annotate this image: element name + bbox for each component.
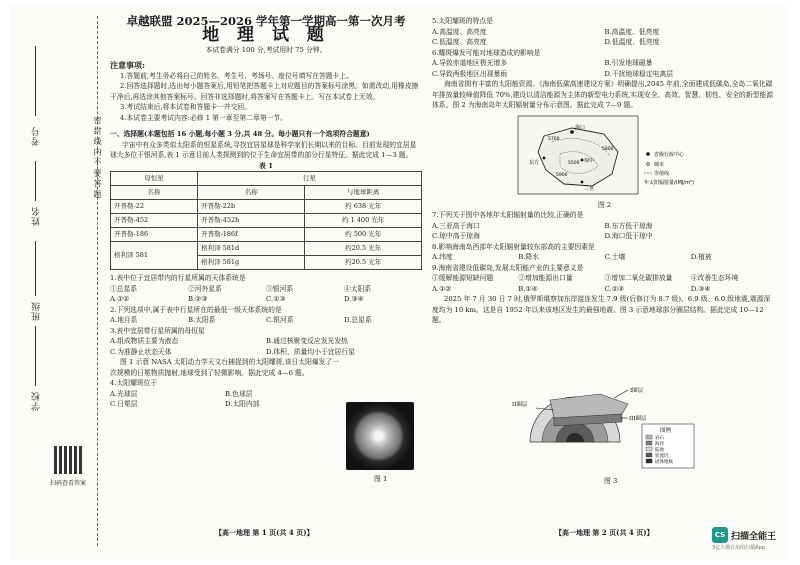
choice: A.纬度 bbox=[432, 253, 453, 261]
option: ①缓解能源短缺问题 bbox=[432, 274, 494, 282]
legend-swatch bbox=[646, 453, 652, 457]
table-row bbox=[111, 242, 422, 256]
figure-1-solar-flare-image bbox=[346, 402, 414, 470]
legend-swatch bbox=[646, 459, 652, 463]
legend-item: 软流层 bbox=[655, 454, 669, 459]
page-1-footer: 【高一地理 第 1 页(共 4 页)】 bbox=[215, 528, 314, 537]
table-header-star: 母恒星 bbox=[111, 172, 198, 186]
notes-heading: 注意事项: bbox=[110, 59, 145, 70]
choice: B.②③ bbox=[188, 295, 208, 303]
table-cell: 开普勒-452 bbox=[111, 214, 198, 228]
question-6: 6.耀斑爆发可能对地球造成的影响是 bbox=[432, 48, 541, 57]
legend-title: 图例 bbox=[660, 428, 672, 434]
watermark-brand: 扫描全能王 bbox=[731, 531, 777, 542]
q1-choices bbox=[110, 294, 422, 305]
legend-item: 海洋 bbox=[655, 442, 664, 447]
choice: D.干扰地球稳定电离层 bbox=[604, 69, 674, 78]
option: ①总星系 bbox=[110, 284, 138, 293]
q5-choices bbox=[432, 37, 777, 48]
note-item: 2.回答选择题时,选出每小题答案后,用铅笔把答题卡上对应题目的答案标号涂黑。如需改动,用橡皮擦干净后,再选涂其他答案标号。回答非选择题时,将答案写在答题卡上。写在本试卷上无效。 bbox=[110, 82, 419, 101]
question-8: 8.影响海南岛西部年太阳辐射量较东部高的主要因素是 bbox=[432, 242, 595, 251]
page-2-footer: 【高一地理 第 2 页(共 4 页)】 bbox=[555, 528, 654, 537]
table-cell: 开普勒-186f bbox=[198, 228, 305, 242]
choice: D.③④ bbox=[690, 284, 711, 293]
table-cell: 约20.5 光年 bbox=[305, 242, 422, 256]
figure-3-label: 图 3 bbox=[604, 477, 618, 485]
choice: C.土壤 bbox=[604, 253, 626, 261]
qr-code[interactable] bbox=[54, 446, 82, 474]
layer-label: III圈层 bbox=[629, 416, 647, 422]
exam-title: 卓越联盟 2025—2026 学年第一学期高一第一次月考 bbox=[126, 14, 406, 28]
choice: D.低温度、低亮度 bbox=[604, 38, 660, 46]
choice: B.降水 bbox=[518, 253, 539, 261]
figure-1-label: 图 1 bbox=[374, 475, 388, 483]
choice: C.①③ bbox=[266, 295, 286, 303]
fig1-intro: 图 1 示意 NASA 太阳动力学天文台捕捉到的太阳耀斑,该日太阳爆发了一次规模的日冕物质抛射,地球受到了轻微影响。据此完成 4—6 题。 bbox=[110, 358, 340, 377]
choice: D.海口低于琼中 bbox=[604, 232, 653, 240]
figure-2-map bbox=[432, 114, 777, 200]
option: ②增加能源出口量 bbox=[518, 274, 573, 282]
option: ②河外星系 bbox=[188, 284, 222, 293]
choice: C.琼中高于琼海 bbox=[432, 232, 480, 240]
q8-choices bbox=[432, 252, 777, 263]
choice: D.③④ bbox=[344, 295, 364, 303]
figure-3-earth-layers bbox=[510, 384, 710, 472]
choice: C.银河系 bbox=[266, 316, 294, 324]
choice: B.东方低于琼海 bbox=[604, 221, 653, 230]
table-cell: 开普勒-186 bbox=[111, 228, 198, 242]
table-subheader: 名称 bbox=[111, 186, 198, 200]
place-label: 琼中 bbox=[584, 157, 595, 164]
option: ④太阳系 bbox=[344, 284, 372, 293]
place-label: 三亚 bbox=[584, 185, 595, 192]
layer-label: I圈层 bbox=[630, 388, 644, 394]
choice: A.组成物质主要为液态 bbox=[110, 337, 179, 345]
city-marker bbox=[581, 158, 584, 161]
table-cell: 开普勒-452b bbox=[198, 214, 305, 228]
city-marker bbox=[581, 180, 584, 183]
class-line bbox=[35, 241, 36, 296]
choice: A.三亚高于海口 bbox=[432, 221, 480, 230]
q9-options bbox=[432, 273, 777, 284]
choice: C.日冕层 bbox=[110, 400, 138, 408]
q3-choices bbox=[110, 336, 422, 347]
legend-swatch bbox=[646, 447, 652, 451]
question-9: 9.海南省建设低碳岛,发展太阳能产业的主要意义是 bbox=[432, 263, 584, 272]
choice: B.①④ bbox=[518, 284, 538, 293]
choice: A.①② bbox=[432, 284, 452, 293]
exam-sheet bbox=[10, 6, 788, 559]
table-cell: 开普勒-22 bbox=[111, 200, 198, 214]
q9-choices bbox=[432, 284, 777, 295]
seal-line-text: 密 封 线 内 不 要 答 题 bbox=[93, 116, 102, 198]
table-row bbox=[111, 200, 422, 214]
legend-capital-symbol bbox=[646, 152, 650, 156]
seal-dashed-line bbox=[97, 16, 98, 546]
table-cell: 约20.5 光年 bbox=[305, 256, 422, 270]
table-cell: 格利泽 581d bbox=[198, 242, 305, 256]
choice: B.太阳系 bbox=[188, 316, 216, 324]
choice: A.①② bbox=[110, 295, 130, 303]
q6-choices bbox=[432, 58, 777, 69]
choice: C.为准静止状态天体 bbox=[110, 347, 172, 356]
place-label: 海口 bbox=[575, 124, 586, 131]
option: ④改善生态环境 bbox=[690, 274, 739, 282]
contour-label: 5500 bbox=[568, 160, 580, 166]
choice: A.地月系 bbox=[110, 316, 138, 324]
note-item: 4.本试卷主要考试内容:必修 1 第一章至第二章第一节。 bbox=[120, 113, 287, 122]
legend-item: 岩石 bbox=[655, 436, 664, 441]
score-info: 本试卷满分 100 分,考试用时 75 分钟。 bbox=[205, 46, 327, 54]
school-label: 学校 bbox=[32, 391, 42, 411]
question-5: 5.太阳耀斑的特点是 bbox=[432, 17, 493, 25]
scanner-watermark bbox=[712, 527, 776, 551]
qr-caption: 扫码查看答案 bbox=[50, 480, 87, 487]
exam-no-label: 考号 bbox=[32, 126, 42, 146]
question-7: 7.下列关于图中各地年太阳辐射量的比较,正确的是 bbox=[432, 211, 584, 219]
choice: A.导致赤道地区极光增多 bbox=[432, 59, 508, 67]
choice: B.色球层 bbox=[225, 389, 253, 398]
exam-no-line bbox=[35, 46, 36, 116]
choice: B.引发地球磁暴 bbox=[604, 59, 653, 67]
contour-label: 5900 bbox=[556, 172, 568, 178]
table-row bbox=[111, 214, 422, 228]
section-1-intro: 宇宙中有众多类似太阳系的恒星系统,寻找宜居星球是科学家们长期以来的目标。目前发现的宜居星球大多位于银河系,表 1 示意目前人类探测到的位于生命宜居带的部分行星特征。据此完成 1—3 题。 bbox=[110, 140, 417, 159]
q7-choices bbox=[432, 231, 777, 242]
table-cell: 约 638 光年 bbox=[305, 200, 422, 214]
section-1-heading: 一、选择题(本题包括 16 小题,每小题 3 分,共 48 分。每小题只有一个选项符合题意) bbox=[110, 130, 370, 138]
q7-choices bbox=[432, 221, 777, 232]
camscanner-logo-icon: CS bbox=[712, 527, 728, 543]
binding-strip bbox=[10, 6, 110, 559]
q1-options bbox=[110, 284, 422, 295]
page-1 bbox=[110, 16, 422, 410]
question-4: 4.太阳耀斑位于 bbox=[110, 379, 158, 387]
legend-item: 固体地核 bbox=[655, 460, 673, 465]
question-3: 3.表中宜居带行星所属的母恒星 bbox=[110, 326, 205, 335]
choice: D.总星系 bbox=[344, 316, 372, 324]
table-cell: 格利泽 581 bbox=[111, 242, 198, 270]
school-line bbox=[35, 326, 36, 386]
option: ③增加二氧化碳排放量 bbox=[604, 274, 673, 282]
name-label: 姓名 bbox=[32, 206, 42, 226]
legend-city-symbol bbox=[647, 162, 650, 165]
choice: B.高温度、低亮度 bbox=[604, 27, 660, 36]
question-1: 1.表中位于宜居带内的行星所属的天体系统是 bbox=[110, 274, 246, 282]
choice: D.太阳内部 bbox=[225, 400, 260, 408]
legend-item: 城市 bbox=[654, 161, 665, 168]
table-row bbox=[111, 228, 422, 242]
q2-choices bbox=[110, 315, 422, 326]
legend-item: 等值线 bbox=[654, 170, 670, 177]
figure-2 bbox=[432, 114, 777, 200]
figure-2-label: 图 2 bbox=[597, 200, 612, 209]
table-subheader: 与地球距离 bbox=[305, 186, 422, 200]
choice: C.低温度、高亮度 bbox=[432, 38, 487, 46]
q6-choices bbox=[432, 69, 777, 80]
choice: D.体积、质量均小于宜居行星 bbox=[266, 347, 355, 356]
table-cell: 约 500 光年 bbox=[305, 228, 422, 242]
choice: D.植被 bbox=[690, 253, 712, 261]
legend-item: 陆地 bbox=[655, 448, 664, 453]
contour-label: 5700 bbox=[548, 136, 560, 142]
table-header-planet: 行星 bbox=[198, 172, 422, 186]
q10-intro: 2025 年 7 月 30 日 7 时,俄罗斯堪察加东岸接连发生 7.9 级(后修订为 8.7 级)、6.9 级、6.0 级地震,震源深度均为 10 km。这是自 1952 年以来该地区发生的最强地震。图 3 示意地球部分圈层结构。据此完成 10—12 题。 bbox=[432, 295, 771, 324]
city-marker bbox=[543, 156, 546, 159]
choice: C.导致两极地区出现暴雨 bbox=[432, 69, 508, 78]
legend-swatch bbox=[646, 441, 652, 445]
choice: C.②③ bbox=[604, 284, 624, 293]
option: ③银河系 bbox=[266, 284, 294, 293]
contour-label: 5800 bbox=[602, 146, 614, 152]
q7-intro: 海南省拥有丰富的太阳能资源。《海南低碳高速建设方案》明确提出,2045 年前,全面建成低碳岛,全岛二氧化碳年排放量较峰值降低 70%,建设以清洁能源为主体的新型电力系统,实现安全、高效、智慧、韧性、安全的新型能源体系。图 2 为海南岛年太阳辐射量分布示意图。据此完成 7—9 题。 bbox=[432, 80, 774, 109]
pointer-line bbox=[614, 390, 628, 398]
q4-choices bbox=[110, 399, 340, 410]
table-subheader: 名称 bbox=[198, 186, 305, 200]
q4-choices bbox=[110, 389, 340, 400]
place-label: 东方 bbox=[529, 159, 540, 166]
layer-label: II圈层 bbox=[512, 402, 528, 408]
table-cell: 约 1 400 光年 bbox=[305, 214, 422, 228]
legend-swatch bbox=[646, 435, 652, 439]
watermark-subtitle: 3亿人都在用的扫描App bbox=[712, 545, 765, 551]
question-2: 2.下列选项中,属于表中行星所在的最低一级天体系统的是 bbox=[110, 305, 282, 314]
page-2 bbox=[432, 16, 777, 326]
choice: B.通过核聚变反应发光发热 bbox=[266, 337, 348, 345]
note-item: 3.考试结束后,将本试卷和答题卡一并交回。 bbox=[120, 103, 251, 111]
q5-choices bbox=[432, 27, 777, 38]
choice: A.光球层 bbox=[110, 389, 138, 398]
subject-title: 地 理 试 题 bbox=[202, 25, 330, 45]
choice: A.高温度、高亮度 bbox=[432, 27, 487, 36]
table-1-title: 表 1 bbox=[259, 161, 273, 170]
table-cell: 格利泽 581g bbox=[198, 256, 305, 270]
name-line bbox=[35, 161, 36, 201]
table-cell: 开普勒-22b bbox=[198, 200, 305, 214]
legend-item: 省级行政中心 bbox=[654, 151, 685, 158]
planet-table bbox=[110, 171, 422, 270]
q3-choices bbox=[110, 347, 422, 358]
legend-item: 年太阳辐射量/(MJ/m²) bbox=[644, 179, 694, 186]
class-label: 班级 bbox=[32, 301, 42, 321]
city-marker bbox=[570, 130, 574, 134]
note-item: 1.答题前,考生务必将自己的姓名、考生号、考场号、座位号填写在答题卡上。 bbox=[120, 71, 353, 80]
